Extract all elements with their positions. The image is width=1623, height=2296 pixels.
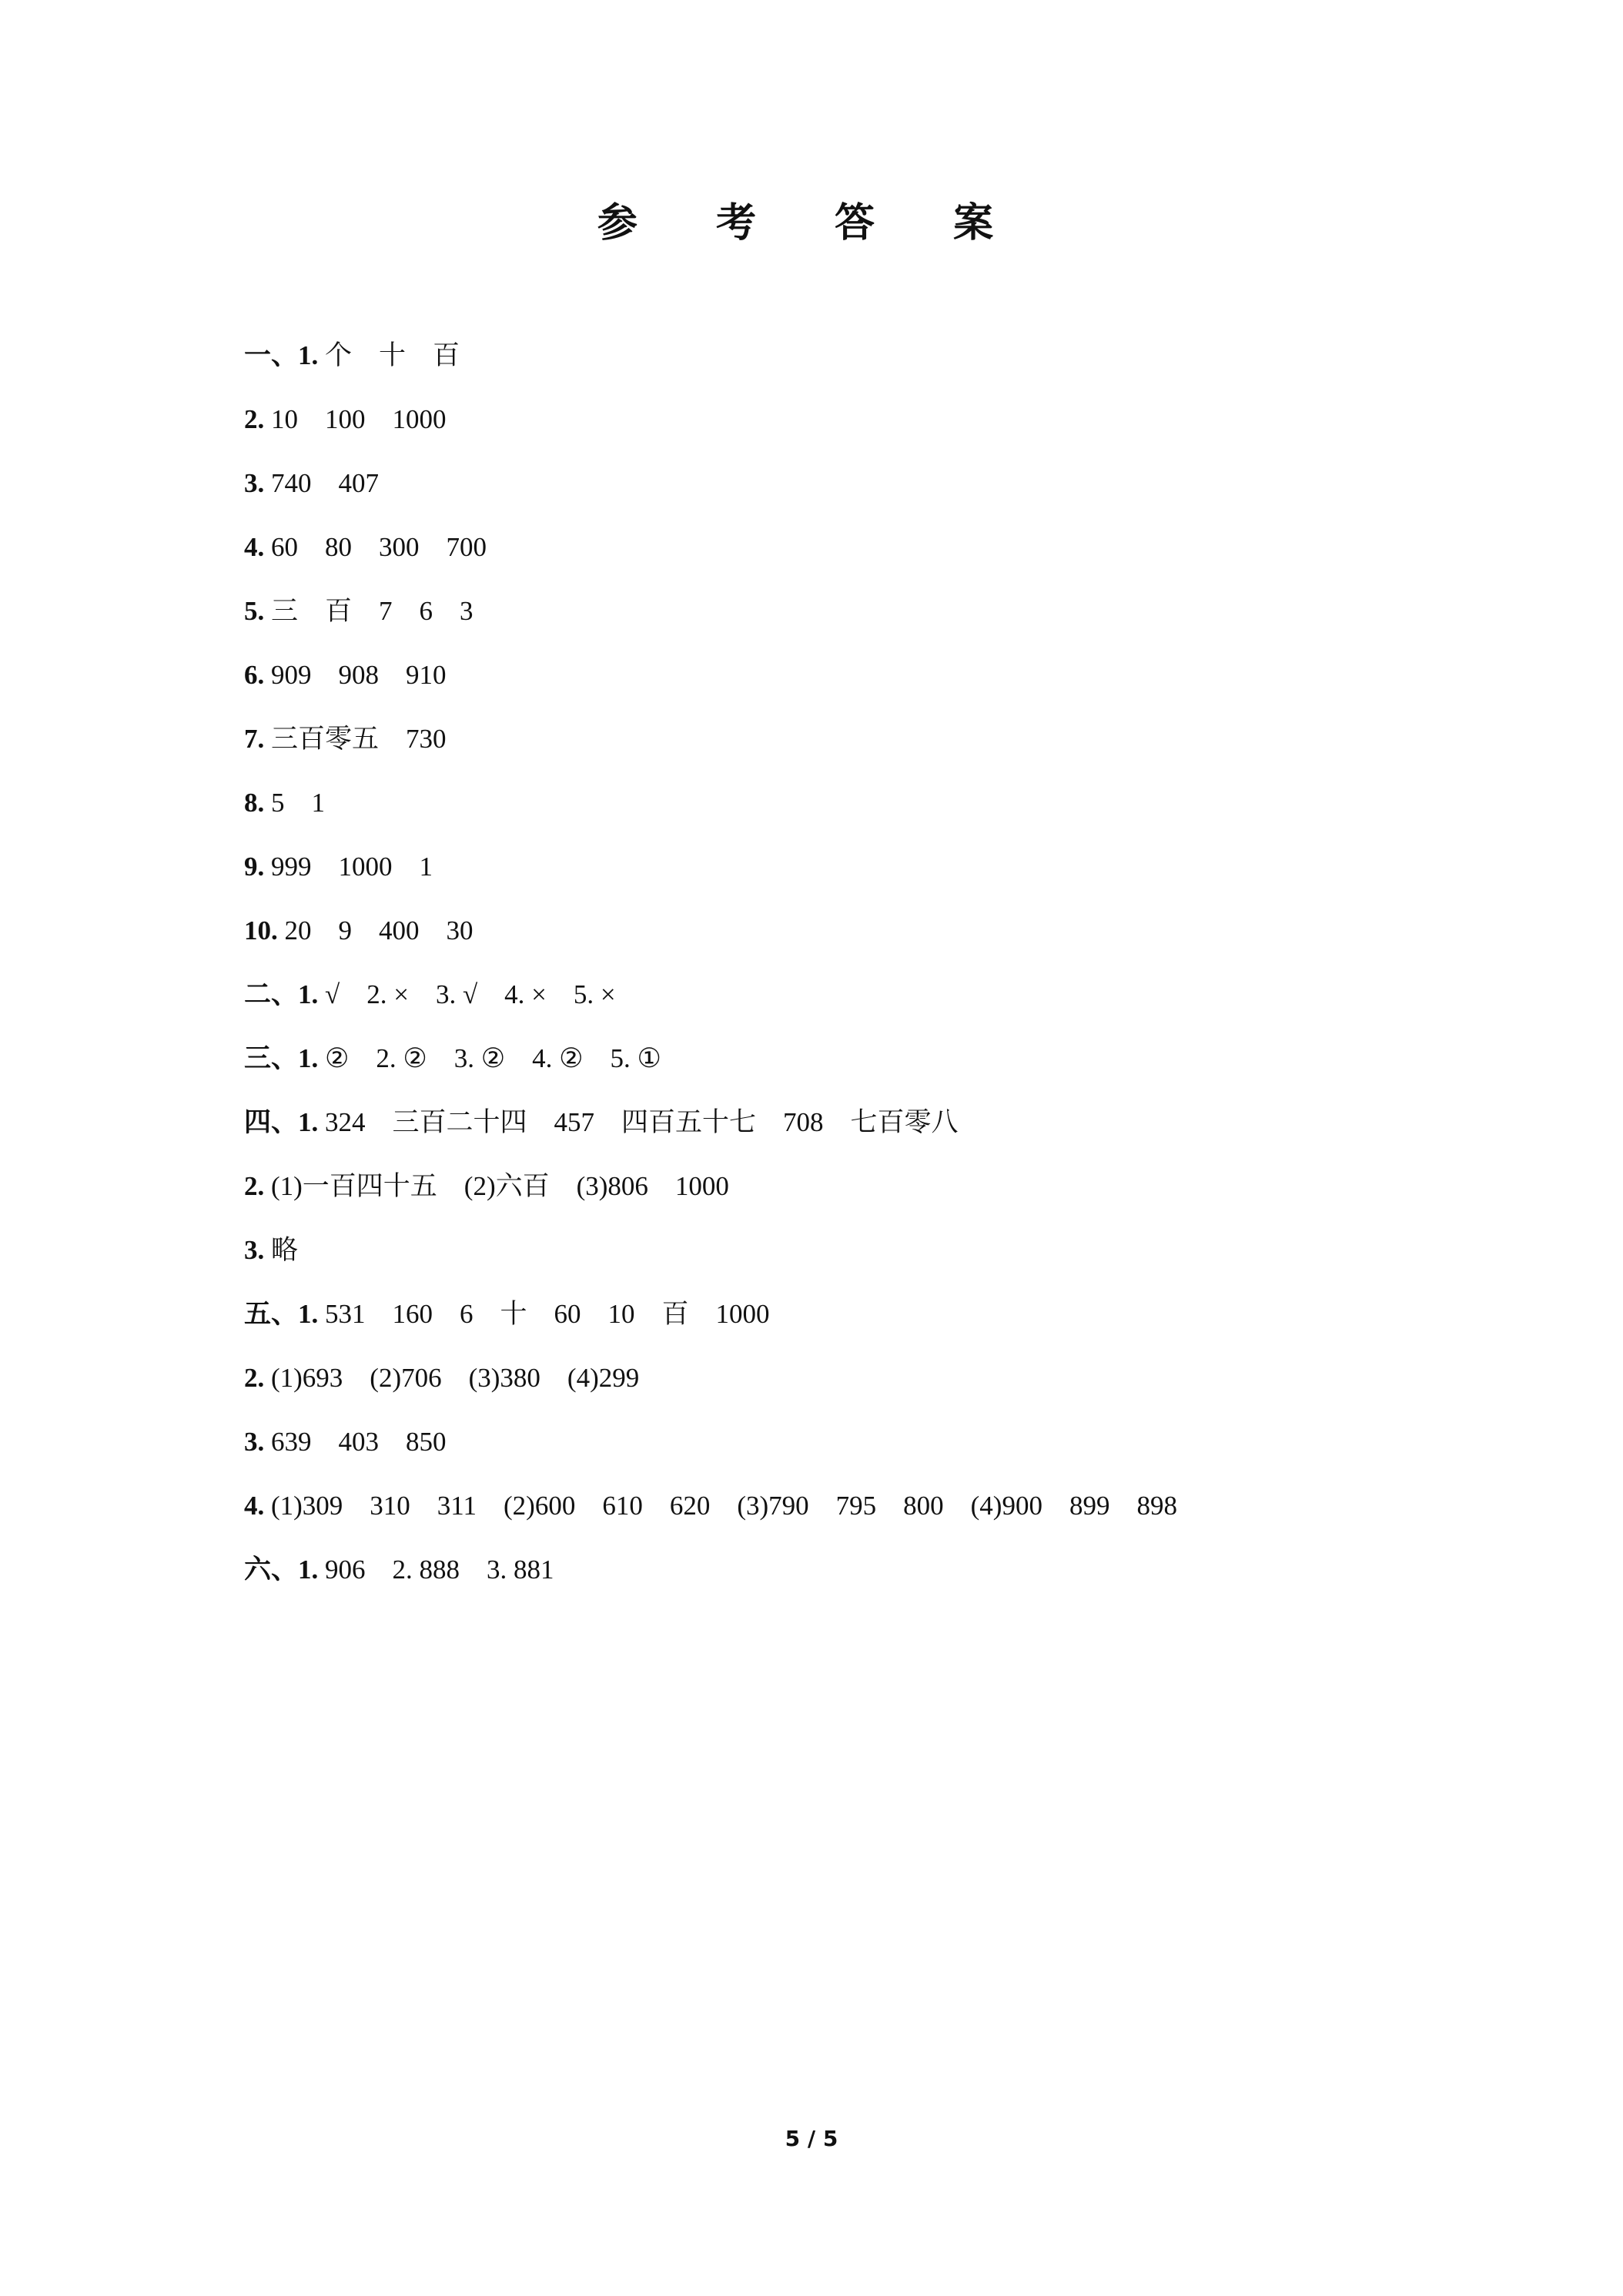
question-number: 4. — [244, 532, 265, 562]
question-number: 5. — [244, 596, 265, 626]
answer-text: 60 80 300 700 — [264, 532, 487, 562]
answer-text: 531 160 6 十 60 10 百 1000 — [318, 1299, 770, 1329]
answer-text: 三百零五 730 — [264, 724, 447, 754]
answer-line — [244, 1538, 1553, 1602]
question-number: 9. — [244, 852, 265, 882]
answer-list — [244, 323, 1553, 1602]
answer-line — [244, 707, 1553, 771]
answer-line — [244, 1282, 1553, 1346]
question-number: 3. — [244, 1235, 265, 1265]
answer-line — [244, 515, 1553, 579]
answer-text: 639 403 850 — [264, 1427, 447, 1457]
answer-line — [244, 1346, 1553, 1410]
answer-text: (1)一百四十五 (2)六百 (3)806 1000 — [264, 1171, 729, 1201]
question-number: 二、1. — [244, 979, 319, 1009]
answer-line — [244, 835, 1553, 899]
answer-line — [244, 323, 1553, 387]
answer-text: 10 100 1000 — [264, 404, 447, 434]
question-number: 6. — [244, 660, 265, 690]
answer-text: 5 1 — [264, 788, 326, 818]
question-number: 2. — [244, 1363, 265, 1393]
question-number: 8. — [244, 788, 265, 818]
question-number: 4. — [244, 1491, 265, 1521]
answer-text: 909 908 910 — [264, 660, 447, 690]
answer-line — [244, 387, 1553, 451]
question-number: 一、1. — [244, 340, 319, 370]
answer-line — [244, 579, 1553, 643]
question-number: 三、1. — [244, 1043, 319, 1073]
page-title: 参 考 答 案 — [597, 200, 1026, 246]
question-number: 7. — [244, 724, 265, 754]
answer-line — [244, 1218, 1553, 1282]
answer-line — [244, 899, 1553, 962]
question-number: 2. — [244, 1171, 265, 1201]
question-number: 3. — [244, 1427, 265, 1457]
question-number: 五、1. — [244, 1299, 319, 1329]
answer-text: (1)693 (2)706 (3)380 (4)299 — [264, 1363, 640, 1393]
question-number: 六、1. — [244, 1555, 319, 1585]
answer-line — [244, 451, 1553, 515]
answer-text: 个 十 百 — [318, 340, 460, 370]
answer-line — [244, 1090, 1553, 1154]
answer-line — [244, 962, 1553, 1026]
answer-text: 略 — [264, 1235, 299, 1265]
answer-text: 三 百 7 6 3 — [264, 596, 474, 626]
answer-line — [244, 643, 1553, 707]
answer-text: (1)309 310 311 (2)600 610 620 (3)790 795 800 (4)900 899 898 — [264, 1491, 1177, 1521]
question-number: 2. — [244, 404, 265, 434]
answer-line — [244, 1026, 1553, 1090]
answer-text: 324 三百二十四 457 四百五十七 708 七百零八 — [318, 1107, 959, 1137]
answer-text: 999 1000 1 — [264, 852, 433, 882]
answer-line — [244, 1154, 1553, 1218]
question-number: 3. — [244, 468, 265, 498]
answer-text: 906 2. 888 3. 881 — [318, 1555, 554, 1585]
answer-text: 20 9 400 30 — [277, 915, 474, 946]
answer-line — [244, 771, 1553, 835]
question-number: 10. — [244, 915, 278, 946]
answer-text: √ 2. × 3. √ 4. × 5. × — [318, 979, 616, 1009]
answer-line — [244, 1410, 1553, 1474]
question-number: 四、1. — [244, 1107, 319, 1137]
answer-line — [244, 1474, 1553, 1538]
answer-text: 740 407 — [264, 468, 380, 498]
page-number: 5 / 5 — [785, 2126, 838, 2151]
answer-text: ② 2. ② 3. ② 4. ② 5. ① — [318, 1043, 661, 1073]
